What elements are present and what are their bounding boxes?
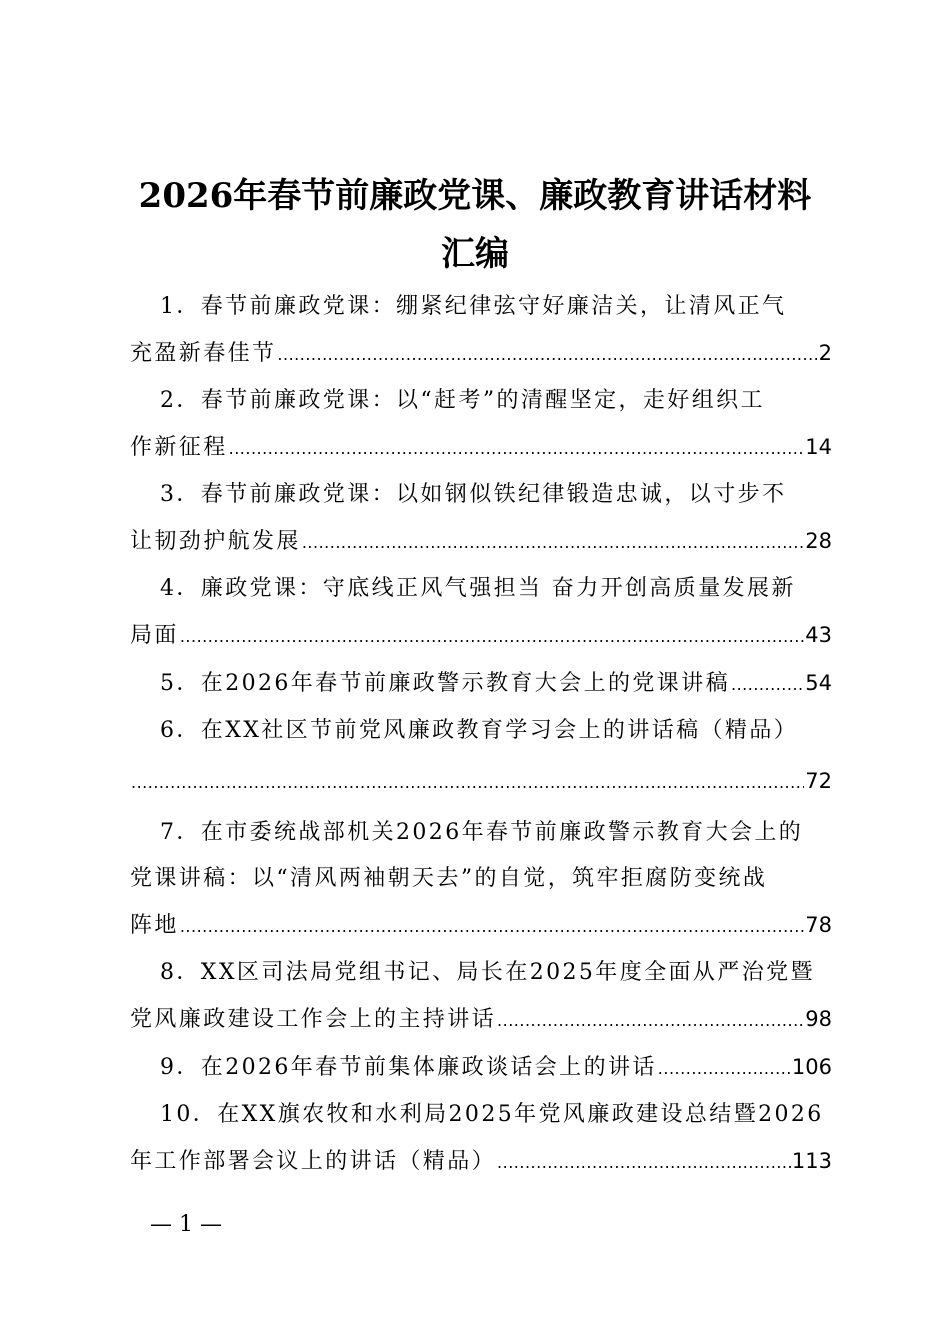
toc-entry-title: 4．廉政党课：守底线正风气强担当 奋力开创高质量发展新 bbox=[160, 576, 796, 601]
toc-entry-title-continued: 党风廉政建设工作会上的主持讲话 bbox=[130, 1007, 497, 1032]
toc-entry-title-continued: 年工作部署会议上的讲话（精品） bbox=[130, 1149, 497, 1174]
page-number-footer: — 1 — bbox=[150, 1212, 222, 1237]
toc-page-number: 98 bbox=[805, 1007, 832, 1031]
document-title-line-1: 2026年春节前廉政党课、廉政教育讲话材料 bbox=[138, 176, 812, 216]
toc-page-number: 106 bbox=[791, 1055, 832, 1079]
toc-page-number: 54 bbox=[805, 671, 832, 695]
toc-leader-dots bbox=[180, 614, 804, 660]
table-of-contents bbox=[130, 284, 832, 1186]
toc-leader-dots bbox=[497, 1140, 791, 1186]
toc-entry[interactable] bbox=[130, 284, 832, 378]
toc-entry-title: 6．在XX社区节前党风廉政教育学习会上的讲话稿（精品） bbox=[160, 718, 799, 743]
toc-entry-title: 8．XX区司法局党组书记、局长在2025年度全面从严治党暨 bbox=[160, 960, 815, 985]
toc-page-number: 14 bbox=[805, 435, 832, 459]
toc-leader-dots bbox=[180, 904, 804, 950]
toc-leader-dots bbox=[131, 760, 804, 806]
toc-leader-dots bbox=[302, 520, 804, 566]
toc-entry-title: 2．春节前廉政党课：以“赶考”的清醒坚定，走好组织工 bbox=[160, 388, 765, 413]
toc-leader-dots bbox=[229, 426, 805, 472]
toc-entry-title-continued: 充盈新春佳节 bbox=[130, 341, 277, 366]
toc-page-number: 72 bbox=[805, 769, 832, 793]
toc-page-number: 43 bbox=[805, 623, 832, 647]
toc-leader-dots bbox=[731, 662, 804, 708]
toc-entry-title: 3．春节前廉政党课：以如钢似铁纪律锻造忠诚，以寸步不 bbox=[160, 482, 787, 507]
toc-entry-title: 10．在XX旗农牧和水利局2025年党风廉政建设总结暨2026 bbox=[160, 1102, 824, 1127]
toc-entry-title: 5．在2026年春节前廉政警示教育大会上的党课讲稿 bbox=[160, 671, 730, 696]
toc-entry-title-continued: 让韧劲护航发展 bbox=[130, 529, 301, 554]
toc-page-number: 28 bbox=[805, 529, 832, 553]
toc-entry-title-continued: 党课讲稿：以“清风两袖朝天去”的自觉，筑牢拒腐防变统战 bbox=[130, 866, 768, 891]
document-title-line-2: 汇编 bbox=[441, 234, 509, 274]
toc-page-number: 2 bbox=[818, 341, 832, 365]
toc-entry[interactable] bbox=[130, 950, 832, 1044]
toc-entry[interactable] bbox=[130, 660, 832, 708]
toc-entry-title: 9．在2026年春节前集体廉政谈话会上的讲话 bbox=[160, 1055, 657, 1080]
toc-page-number: 78 bbox=[805, 913, 832, 937]
toc-entry[interactable] bbox=[130, 1044, 832, 1092]
toc-entry-title: 1．春节前廉政党课：绷紧纪律弦守好廉洁关，让清风正气 bbox=[160, 294, 787, 319]
toc-entry[interactable] bbox=[130, 472, 832, 566]
toc-entry[interactable] bbox=[130, 1092, 832, 1186]
toc-entry-title-continued: 局面 bbox=[130, 623, 179, 648]
toc-leader-dots bbox=[497, 998, 804, 1044]
toc-leader-dots bbox=[658, 1046, 791, 1092]
toc-entry[interactable] bbox=[130, 708, 832, 806]
toc-entry-title-continued: 阵地 bbox=[130, 913, 179, 938]
toc-entry-title: 7．在市委统战部机关2026年春节前廉政警示教育大会上的 bbox=[160, 820, 804, 845]
toc-page-number: 113 bbox=[791, 1149, 832, 1173]
toc-entry[interactable] bbox=[130, 378, 832, 472]
toc-entry-title-continued: 作新征程 bbox=[130, 435, 228, 460]
toc-entry[interactable] bbox=[130, 810, 832, 950]
toc-entry[interactable] bbox=[130, 566, 832, 660]
toc-leader-dots bbox=[277, 332, 817, 378]
